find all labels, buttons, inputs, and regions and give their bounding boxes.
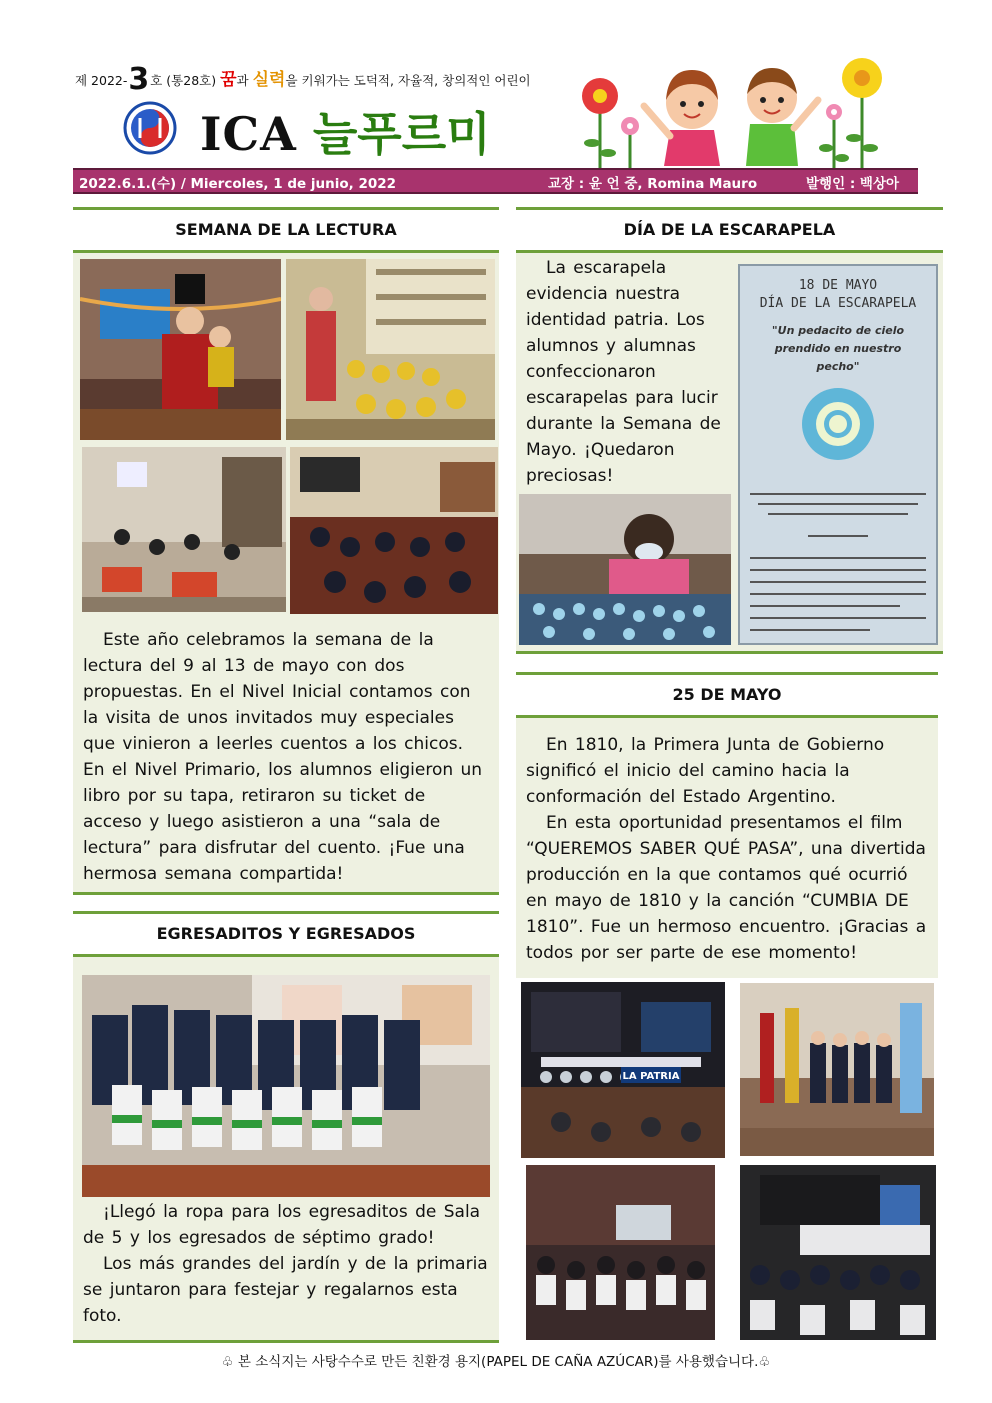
photo-stage-performance <box>521 982 725 1158</box>
section-25-mayo <box>516 672 938 978</box>
slogan-rest: 을 키워가는 도덕적, 자율적, 창의적인 어린이 <box>285 73 531 88</box>
date-band <box>73 168 918 194</box>
mayo-paragraph-1: En 1810, la Primera Junta de Gobierno significó el inicio del camino hacia la conformación del Estado Argentino. <box>526 735 885 807</box>
escarapela-rosette-icon <box>798 384 878 464</box>
kids-flowers-illustration <box>572 48 902 168</box>
title-latin: ICA <box>200 107 297 161</box>
title-korean: 늘푸르미 <box>312 107 491 161</box>
newsletter-title <box>200 98 491 164</box>
poster-body-lines <box>748 488 928 638</box>
escarapela-text <box>526 255 736 489</box>
mayo-text <box>526 732 931 966</box>
section-title: SEMANA DE LA LECTURA <box>73 207 499 253</box>
egresados-text <box>83 1199 491 1329</box>
section-rule <box>73 1340 499 1343</box>
slogan-and: 과 <box>236 73 253 88</box>
photo-flag-ceremony <box>740 983 934 1156</box>
poster-quote: "Un pedacito de cielo prendido en nuestro pecho" <box>771 324 905 373</box>
slogan-skill: 실력 <box>252 70 286 90</box>
egresados-paragraph-2: Los más grandes del jardín y de la primaria se juntaron para festejar y regalarnos esta foto. <box>83 1254 488 1326</box>
slogan-dream: 꿈 <box>220 70 237 90</box>
mayo-paragraph-2: En esta oportunidad presentamos el film “QUEREMOS SABER QUÉ PASA”, una divertida producción en la que contamos qué ocurrió en mayo de 1810 y la canción “CUMBIA DE 1810”. Fue un hermoso encuentro. ¡Gracias a todos por ser parte de ese momento! <box>526 813 927 963</box>
issue-total: 호 (통28호) <box>150 73 221 88</box>
principal-name: 교장 : 윤 언 중, Romina Mauro <box>548 176 758 192</box>
photo-classroom-screen <box>82 447 286 612</box>
photo-audience-stage <box>740 1165 936 1340</box>
lectura-text <box>83 627 491 887</box>
issue-date: 2022.6.1.(수) / Miercoles, 1 de junio, 2022 <box>79 176 397 192</box>
lectura-paragraph: Este año celebramos la semana de la lectura del 9 al 13 de mayo con dos propuestas. En el Nivel Inicial contamos con la visita de unos invitados muy especiales que vinieron a leerles cuentos a los chicos. En el Nivel Primario, los alumnos eligieron un libro por su tapa, retiraron su ticket de acceso y luego asistieron a una “sala de lectura” para disfrutar del cuento. ¡Fue una hermosa semana compartida! <box>83 630 483 884</box>
photo-reading-circle <box>290 447 498 614</box>
footer-note: ♧ 본 소식지는 사탕수수로 만든 친환경 용지(PAPEL DE CAÑA AZÚCAR)를 사용했습니다.♧ <box>221 1354 771 1370</box>
section-title: DÍA DE LA ESCARAPELA <box>516 207 943 253</box>
issue-prefix: 제 2022- <box>75 73 128 88</box>
poster-date: 18 DE MAYO <box>798 278 878 293</box>
escarapela-paragraph: La escarapela evidencia nuestra identidad patria. Los alumnos y alumnas confeccionaron escarapelas para lucir durante la Semana de Mayo. ¡Quedaron preciosas! <box>526 258 721 486</box>
photo-student-crafting <box>519 494 731 645</box>
egresados-paragraph-1: ¡Llegó la ropa para los egresaditos de Sala de 5 y los egresados de séptimo grado! <box>83 1202 481 1248</box>
publisher-name: 발행인 : 백상아 <box>806 176 900 192</box>
section-egresados <box>73 911 499 1343</box>
section-lectura <box>73 207 499 895</box>
section-title: EGRESADITOS Y EGRESADOS <box>73 911 499 957</box>
poster-title: DÍA DE LA ESCARAPELA <box>759 296 917 311</box>
stage-sign-text: LA PATRIA <box>622 1071 680 1082</box>
escarapela-poster <box>738 264 938 645</box>
section-rule <box>516 651 943 654</box>
issue-number: 3 <box>128 62 150 97</box>
section-title: 25 DE MAYO <box>516 672 938 718</box>
photo-graduates-group <box>82 975 490 1197</box>
photo-storyteller-stage <box>80 259 281 440</box>
issue-slogan <box>75 62 531 97</box>
school-logo <box>122 100 178 156</box>
photo-children-library <box>286 259 495 440</box>
section-rule <box>73 892 499 895</box>
section-escarapela <box>516 207 943 654</box>
photo-audience-screen <box>526 1165 715 1340</box>
